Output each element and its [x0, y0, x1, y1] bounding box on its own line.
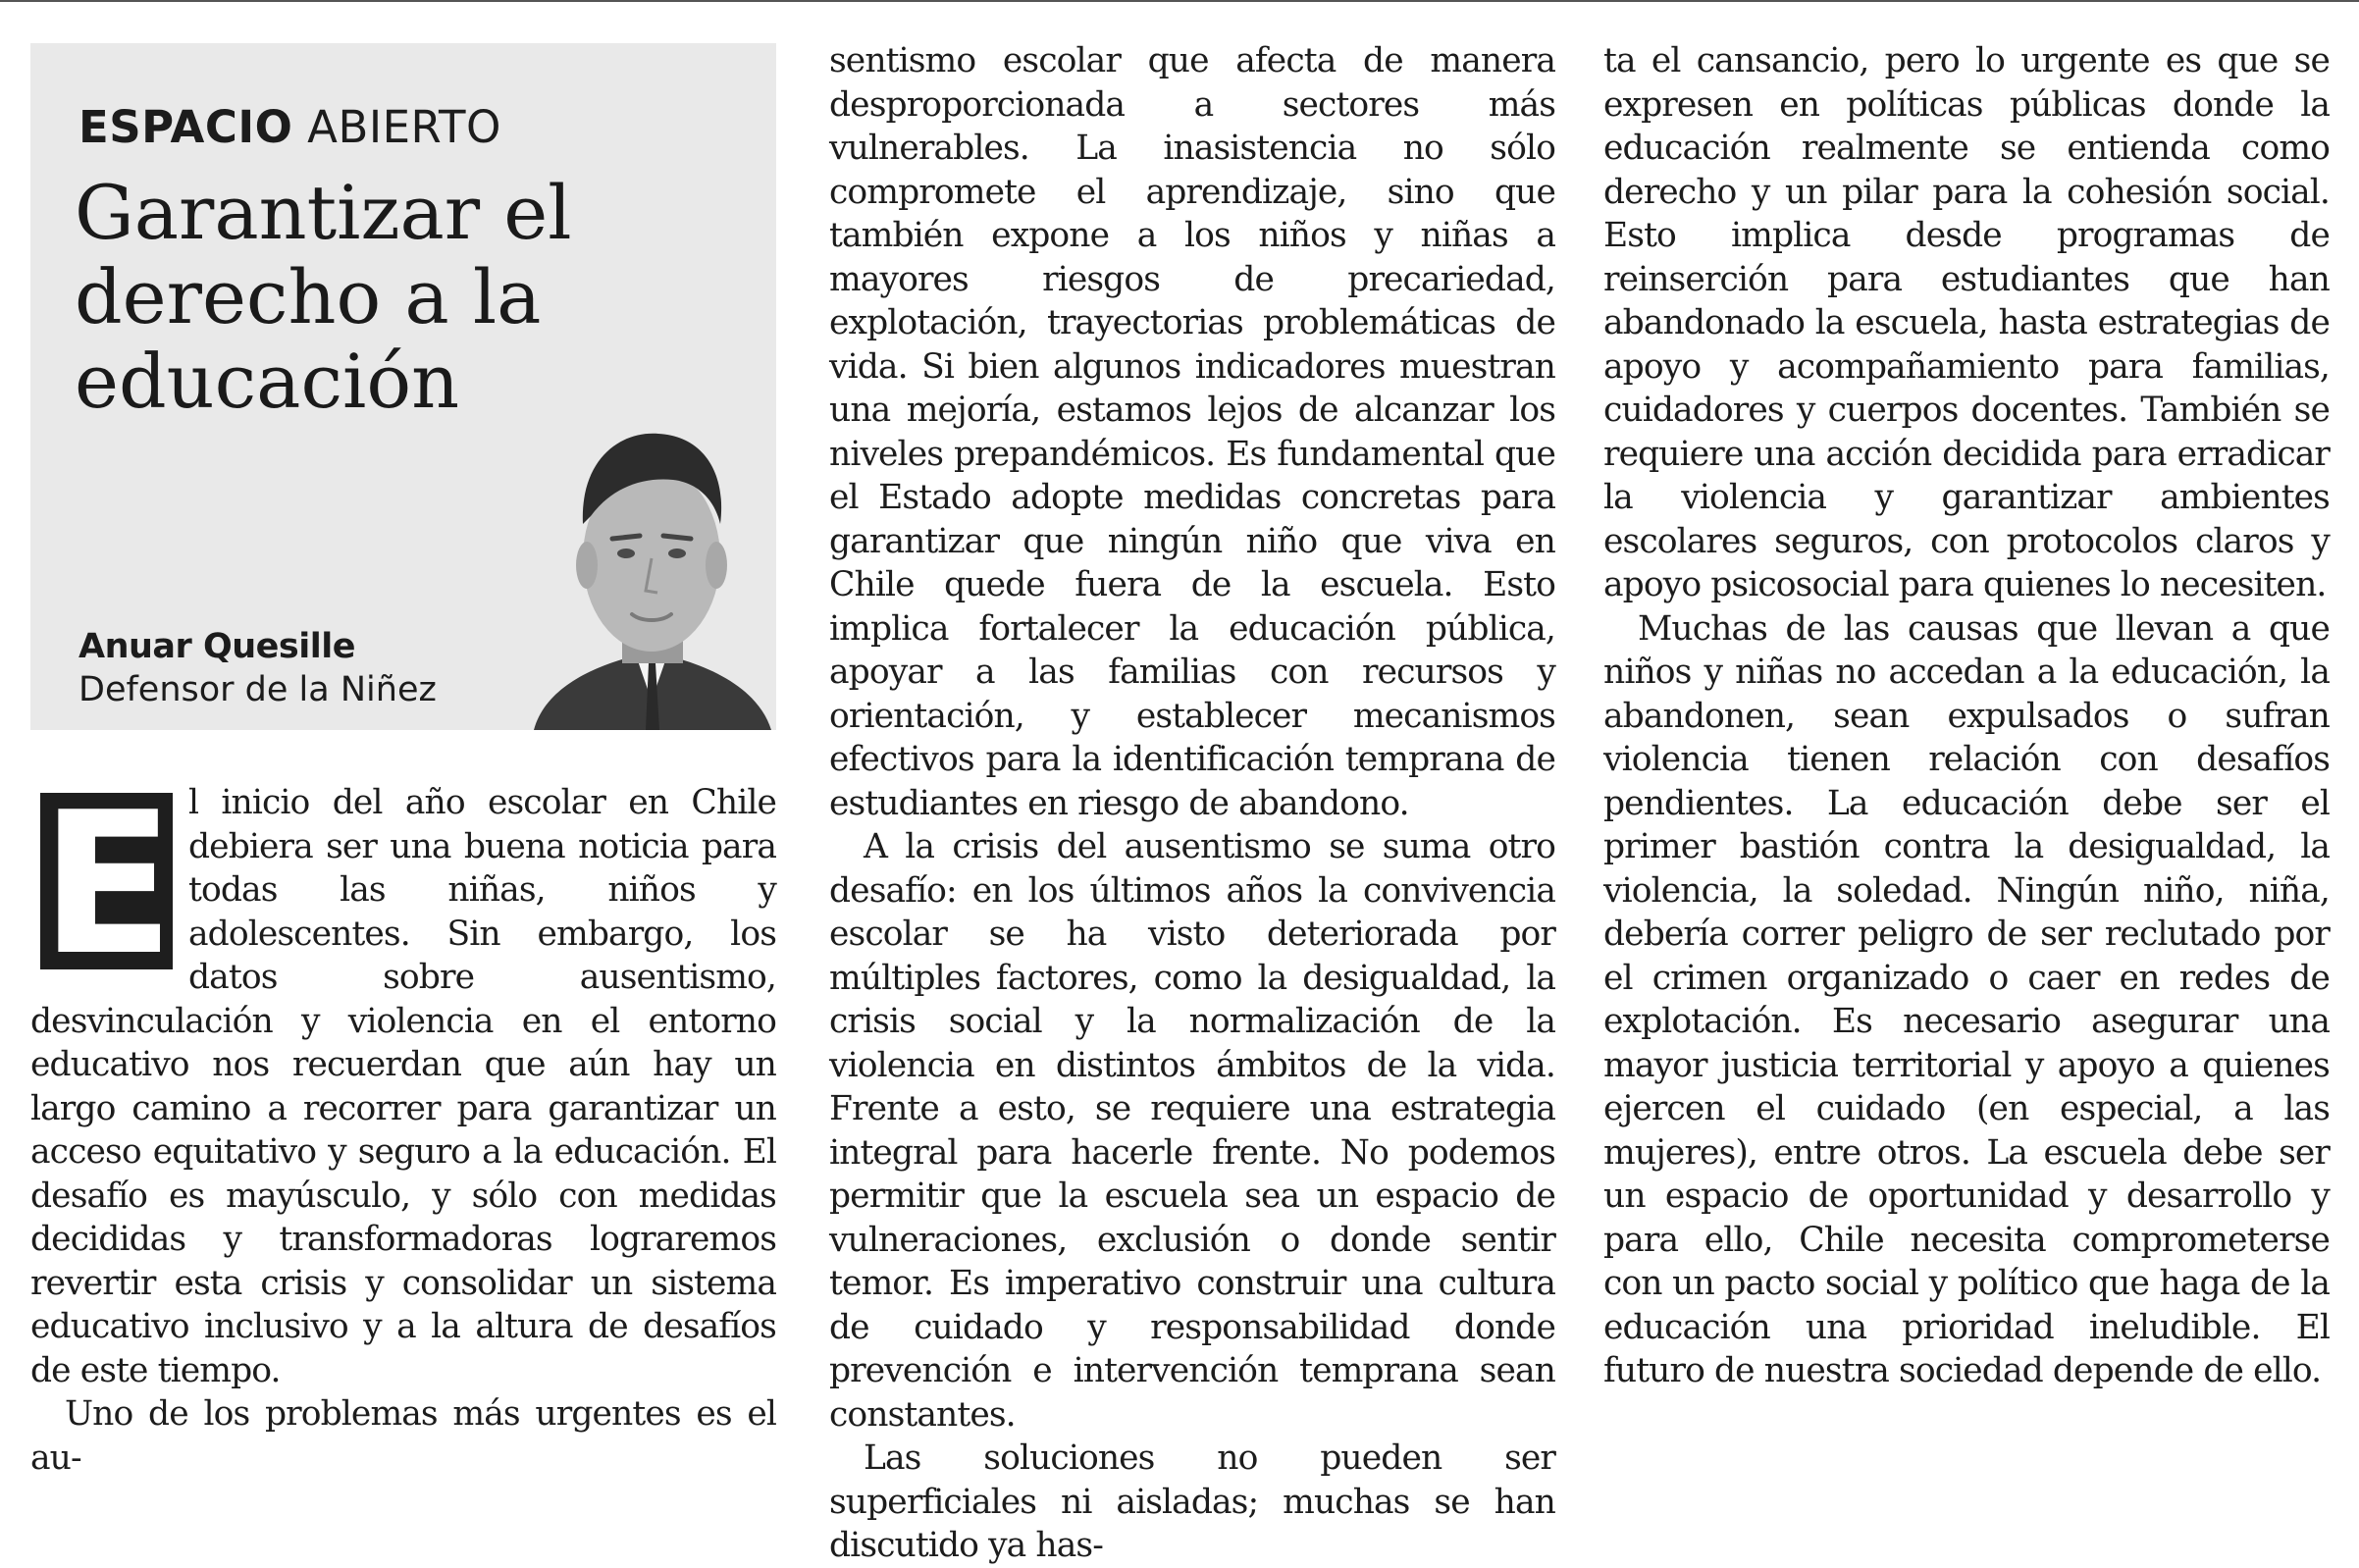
- section-label: [79, 98, 501, 157]
- author-portrait: [526, 406, 776, 730]
- drop-cap: E: [40, 770, 174, 999]
- author-name: Anuar Quesille: [79, 627, 355, 666]
- section-label-bold: ESPACIO: [79, 101, 293, 153]
- paragraph-4-start: Las soluciones no pueden ser superficiales ni aisladas; muchas se han discutido ya has-: [829, 1438, 1555, 1565]
- article-column-3: [1603, 39, 2330, 1390]
- paragraph-5: Muchas de las causas que llevan a que niños y niñas no accedan a la educación, la abandonen, sean expulsados o sufran violencia tienen relación con desafíos pendientes. La educación debe ser el primer bastión contra la desigualdad, la violencia, la soledad. Ningún niño, niña, debería correr peligro de ser reclutado por el crimen organizado o caer en redes de explotación. Es necesario asegurar una mayor justicia territorial y apoyo a quienes ejercen el cuidado (en especial, a las mujeres), entre otros. La escuela debe ser un espacio de oportunidad y desarrollo y para ello, Chile necesita comprometerse con un pacto social y político que haga de la educación una prioridad ineludible. El futuro de nuestra sociedad depende de ello.: [1603, 608, 2330, 1390]
- article-column-1: [30, 770, 776, 1478]
- article-column-2: [829, 39, 1555, 1565]
- paragraph-1: l inicio del año escolar en Chile debiera ser una buena noticia para todas las niñas, niños y adolescentes. Sin embargo, los datos sobre ausentismo, desvinculación y violencia en el entorno educativo nos recuerdan que aún hay un largo camino a recorrer para garantizar un acceso equitativo y seguro a la educación. El desafío es mayúsculo, y sólo con medidas decididas y transformadoras lograremos revertir esta crisis y consolidar un sistema educativo inclusivo y a la altura de desafíos de este tiempo.: [30, 783, 776, 1390]
- paragraph-3: A la crisis del ausentismo se suma otro desafío: en los últimos años la convivencia escolar se ha visto deteriorada por múltiples factores, como la desigualdad, la crisis social y la normalización de la violencia en distintos ámbitos de la vida. Frente a esto, se requiere una estrategia integral para hacerle frente. No podemos permitir que la escuela sea un espacio de vulneraciones, exclusión o donde sentir temor. Es imperativo construir una cultura de cuidado y responsabilidad donde prevención e intervención temprana sean constantes.: [829, 827, 1555, 1435]
- paragraph-2-continued: sentismo escolar que afecta de manera desproporcionada a sectores más vulnerables. La inasistencia no sólo compromete el aprendizaje, sino que también expone a los niños y niñas a mayores riesgos de precariedad, explotación, trayectorias problemáticas de vida. Si bien algunos indicadores muestran una mejoría, estamos lejos de alcanzar los niveles prepandémicos. Es fundamental que el Estado adopte medidas concretas para garantizar que ningún niño que viva en Chile quede fuera de la escuela. Esto implica fortalecer la educación pública, apoyar a las familias con recursos y orientación, y establecer mecanismos efectivos para la identificación temprana de estudiantes en riesgo de abandono.: [829, 41, 1555, 823]
- top-rule: [0, 0, 2359, 2]
- author-role: Defensor de la Niñez: [79, 670, 437, 709]
- article-headline: Garantizar el derecho a la educación: [75, 169, 572, 425]
- paragraph-2-start: Uno de los problemas más urgentes es el au-: [30, 1394, 776, 1478]
- section-label-regular: ABIERTO: [307, 101, 501, 153]
- paragraph-4-continued: ta el cansancio, pero lo urgente es que se expresen en políticas públicas donde la educación realmente se entienda como derecho y un pilar para la cohesión social. Esto implica desde programas de reinserción para estudiantes que han abandonado la escuela, hasta estrategias de apoyo y acompañamiento para familias, cuidadores y cuerpos docentes. También se requiere una acción decidida para erradicar la violencia y garantizar ambientes escolares seguros, con protocolos claros y apoyo psicosocial para quienes lo necesiten.: [1603, 41, 2330, 604]
- article-header-box: [30, 43, 776, 730]
